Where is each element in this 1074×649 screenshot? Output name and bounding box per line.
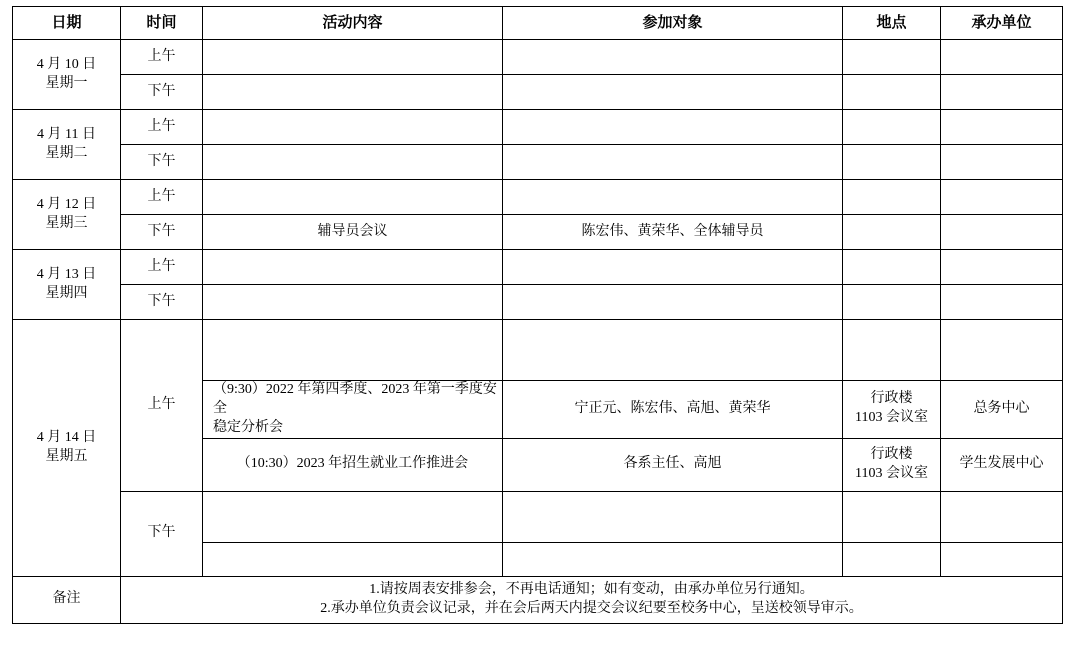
header-place: 地点 <box>843 7 941 40</box>
participants-cell <box>503 40 843 75</box>
activity-cell <box>203 285 503 320</box>
organizer-cell <box>941 215 1063 250</box>
weekly-schedule-table <box>12 6 1063 624</box>
organizer-cell <box>941 542 1063 576</box>
organizer-cell: 总务中心 <box>941 381 1063 439</box>
place-line-1: 行政楼 <box>870 391 913 407</box>
activity-cell: 辅导员会议 <box>203 215 503 250</box>
activity-cell <box>203 542 503 576</box>
date-line-1: 4 月 13 日 <box>36 266 97 282</box>
date-line-1: 4 月 10 日 <box>36 56 97 72</box>
activity-line-1: （9:30）2022 年第四季度、2023 年第一季度安全 <box>213 382 497 416</box>
participants-cell <box>503 542 843 576</box>
table-row <box>13 250 1063 285</box>
time-cell: 下午 <box>121 75 203 110</box>
date-line-2: 星期二 <box>45 145 88 161</box>
date-line-1: 4 月 11 日 <box>37 126 96 142</box>
remark-label: 备注 <box>13 576 121 623</box>
time-cell: 上午 <box>121 250 203 285</box>
time-cell: 上午 <box>121 110 203 145</box>
date-line-2: 星期五 <box>45 448 88 464</box>
table-row <box>13 110 1063 145</box>
organizer-cell <box>941 320 1063 381</box>
place-cell <box>843 438 941 491</box>
organizer-cell: 学生发展中心 <box>941 438 1063 491</box>
remark-row <box>13 576 1063 623</box>
organizer-cell <box>941 75 1063 110</box>
participants-cell <box>503 145 843 180</box>
organizer-cell <box>941 250 1063 285</box>
table-row <box>13 285 1063 320</box>
activity-line-2: 稳定分析会 <box>213 419 283 435</box>
place-cell <box>843 320 941 381</box>
table-row <box>13 491 1063 542</box>
participants-cell <box>503 491 843 542</box>
time-cell: 下午 <box>121 285 203 320</box>
remark-line-2: 2.承办单位负责会议记录，并在会后两天内提交会议纪要至校务中心，呈送校领导审示。 <box>320 600 863 616</box>
activity-cell <box>203 180 503 215</box>
place-cell <box>843 145 941 180</box>
header-time: 时间 <box>121 7 203 40</box>
place-cell <box>843 542 941 576</box>
date-line-1: 4 月 14 日 <box>36 429 97 445</box>
place-cell <box>843 180 941 215</box>
participants-cell <box>503 320 843 381</box>
place-cell <box>843 285 941 320</box>
activity-cell <box>203 40 503 75</box>
participants-cell <box>503 250 843 285</box>
date-cell-thursday <box>13 250 121 320</box>
table-row <box>13 40 1063 75</box>
place-cell <box>843 40 941 75</box>
table-row <box>13 75 1063 110</box>
time-cell-morning: 上午 <box>121 320 203 492</box>
date-cell-friday <box>13 320 121 577</box>
participants-cell: 陈宏伟、黄荣华、全体辅导员 <box>503 215 843 250</box>
activity-cell: （10:30）2023 年招生就业工作推进会 <box>203 438 503 491</box>
table-header-row <box>13 7 1063 40</box>
table-row <box>13 180 1063 215</box>
organizer-cell <box>941 40 1063 75</box>
participants-cell <box>503 110 843 145</box>
header-date: 日期 <box>13 7 121 40</box>
organizer-cell <box>941 285 1063 320</box>
place-line-2: 1103 会议室 <box>855 465 928 481</box>
participants-cell <box>503 75 843 110</box>
time-cell: 上午 <box>121 180 203 215</box>
participants-cell: 各系主任、高旭 <box>503 438 843 491</box>
place-cell <box>843 491 941 542</box>
place-line-1: 行政楼 <box>870 446 913 462</box>
organizer-cell <box>941 110 1063 145</box>
place-cell <box>843 215 941 250</box>
activity-cell <box>203 110 503 145</box>
activity-cell <box>203 491 503 542</box>
time-cell-afternoon: 下午 <box>121 491 203 576</box>
header-organizer: 承办单位 <box>941 7 1063 40</box>
time-cell: 上午 <box>121 40 203 75</box>
table-row <box>13 215 1063 250</box>
organizer-cell <box>941 491 1063 542</box>
participants-cell <box>503 285 843 320</box>
activity-cell <box>203 75 503 110</box>
place-line-2: 1103 会议室 <box>855 410 928 426</box>
place-cell <box>843 110 941 145</box>
date-cell-wednesday <box>13 180 121 250</box>
remark-body <box>121 576 1063 623</box>
date-line-2: 星期三 <box>45 215 88 231</box>
remark-line-1: 1.请按周表安排参会，不再电话通知；如有变动，由承办单位另行通知。 <box>369 581 814 597</box>
date-cell-monday <box>13 40 121 110</box>
place-cell <box>843 75 941 110</box>
date-cell-tuesday <box>13 110 121 180</box>
organizer-cell <box>941 180 1063 215</box>
date-line-2: 星期四 <box>45 285 88 301</box>
date-line-2: 星期一 <box>45 75 88 91</box>
activity-cell <box>203 381 503 439</box>
organizer-cell <box>941 145 1063 180</box>
table-row <box>13 145 1063 180</box>
place-cell <box>843 381 941 439</box>
header-activity: 活动内容 <box>203 7 503 40</box>
time-cell: 下午 <box>121 215 203 250</box>
activity-cell <box>203 145 503 180</box>
header-participants: 参加对象 <box>503 7 843 40</box>
place-cell <box>843 250 941 285</box>
table-row <box>13 320 1063 381</box>
date-line-1: 4 月 12 日 <box>36 196 97 212</box>
participants-cell: 宁正元、陈宏伟、高旭、黄荣华 <box>503 381 843 439</box>
activity-cell <box>203 250 503 285</box>
time-cell: 下午 <box>121 145 203 180</box>
participants-cell <box>503 180 843 215</box>
activity-cell <box>203 320 503 381</box>
